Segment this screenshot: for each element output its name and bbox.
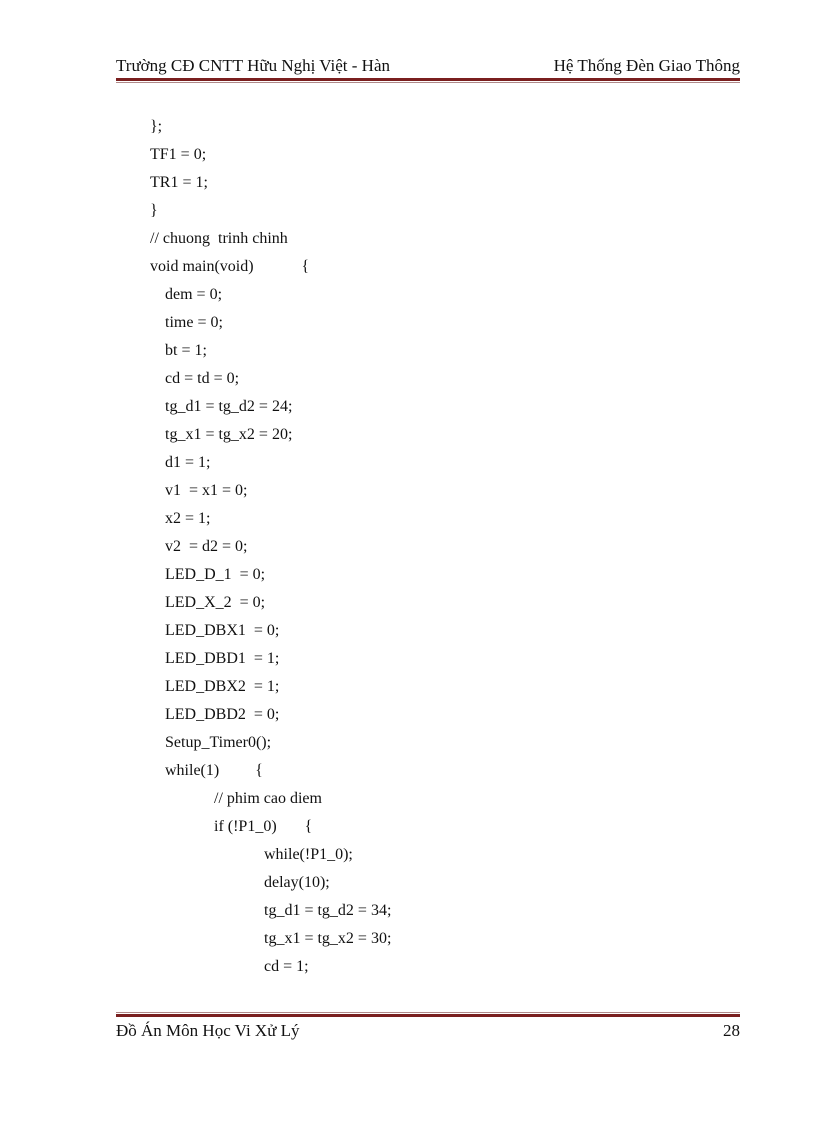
header-rule-thin — [116, 82, 740, 83]
code-line: TF1 = 0; — [150, 146, 207, 163]
code-line: tg_d1 = tg_d2 = 24; — [165, 398, 293, 415]
code-line: LED_DBD1 = 1; — [165, 650, 280, 667]
code-line: LED_DBD2 = 0; — [165, 706, 280, 723]
code-line: time = 0; — [165, 314, 223, 331]
code-line: LED_DBX2 = 1; — [165, 678, 280, 695]
footer-rule-thick — [116, 1014, 740, 1017]
code-line: while(1) { — [165, 762, 263, 779]
footer-course-name: Đồ Án Môn Học Vi Xử Lý — [116, 1021, 300, 1040]
code-line: Setup_Timer0(); — [165, 734, 272, 751]
code-line: } — [150, 202, 158, 219]
code-line: v1 = x1 = 0; — [165, 482, 248, 499]
code-line: d1 = 1; — [165, 454, 211, 471]
code-line: // phim cao diem — [214, 790, 322, 807]
header-rule-thick — [116, 78, 740, 81]
code-line: tg_d1 = tg_d2 = 34; — [264, 902, 392, 919]
code-line: bt = 1; — [165, 342, 207, 359]
footer-rule-thin — [116, 1012, 740, 1013]
code-line: while(!P1_0); — [264, 846, 353, 863]
code-line: LED_D_1 = 0; — [165, 566, 266, 583]
page-footer — [116, 1020, 740, 1044]
code-line: cd = td = 0; — [165, 370, 240, 387]
code-line: // chuong trinh chinh — [150, 230, 288, 247]
code-line: delay(10); — [264, 874, 330, 891]
code-line: v2 = d2 = 0; — [165, 538, 248, 555]
code-line: void main(void) { — [150, 258, 310, 275]
code-line: tg_x1 = tg_x2 = 20; — [165, 426, 293, 443]
page-number: 28 — [723, 1021, 740, 1040]
code-line: dem = 0; — [165, 286, 223, 303]
code-line: }; — [150, 118, 163, 135]
header-school-name: Trường CĐ CNTT Hữu Nghị Việt - Hàn — [116, 56, 391, 75]
code-line: cd = 1; — [264, 958, 309, 975]
header-document-title: Hệ Thống Đèn Giao Thông — [553, 56, 740, 75]
code-line: if (!P1_0) { — [214, 818, 313, 835]
code-line: x2 = 1; — [165, 510, 211, 527]
code-line: LED_DBX1 = 0; — [165, 622, 280, 639]
code-line: TR1 = 1; — [150, 174, 208, 191]
code-line: LED_X_2 = 0; — [165, 594, 266, 611]
code-line: tg_x1 = tg_x2 = 30; — [264, 930, 392, 947]
